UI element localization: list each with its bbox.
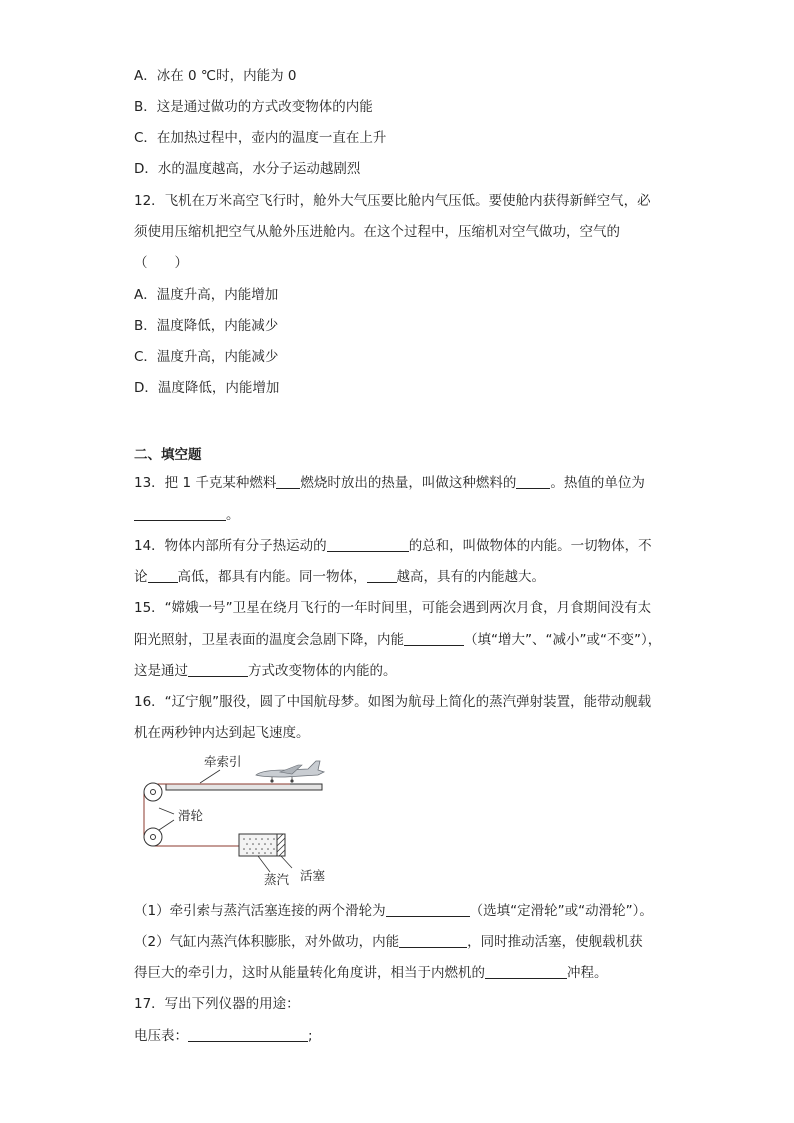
label-tow-rope: 牵索引 xyxy=(204,754,242,769)
q16-sub1-blank[interactable] xyxy=(386,902,470,917)
q14-text-4: 高低，都具有内能。同一物体， xyxy=(177,569,367,585)
pulley-bottom-axle xyxy=(151,835,156,840)
q13-text-3: 。热值的单位为 xyxy=(550,475,645,491)
q12-stem-line1: 12．飞机在万米高空飞行时，舱外大气压要比舱内气压低。要使舱内获得新鲜空气，必 xyxy=(134,193,651,209)
q16-sub2-text-1: （2）气缸内蒸汽体积膨胀，对外做功，内能 xyxy=(134,934,400,950)
q15-line3 xyxy=(134,662,397,679)
leader-rope xyxy=(200,770,220,783)
q12-option-c: C．温度升高，内能减少 xyxy=(134,349,279,365)
q17-text-2: ; xyxy=(308,1028,313,1044)
q16-line2: 机在两秒钟内达到起飞速度。 xyxy=(134,725,310,741)
q14-line1 xyxy=(134,537,652,554)
q16-sub1 xyxy=(134,902,653,919)
q11-option-d: D．水的温度越高，水分子运动越剧烈 xyxy=(134,161,361,177)
q15-blank-1[interactable] xyxy=(404,631,464,646)
q16-sub2-blank-1[interactable] xyxy=(399,933,467,948)
q17-text-1: 电压表： xyxy=(134,1028,188,1044)
q13-line2 xyxy=(134,506,240,523)
q13-blank-3[interactable] xyxy=(134,506,226,521)
q14-blank-3[interactable] xyxy=(367,568,397,583)
q16-sub2-text-2: ，同时推动活塞，使舰载机获 xyxy=(467,934,643,950)
steam-catapult-diagram xyxy=(140,748,340,888)
q14-text-5: 越高，具有的内能越大。 xyxy=(396,569,545,585)
q12-answer-bracket: （ ） xyxy=(134,255,188,271)
q11-option-c: C．在加热过程中，壶内的温度一直在上升 xyxy=(134,130,387,146)
q17-stem: 17．写出下列仪器的用途： xyxy=(134,996,300,1012)
q13-text-1: 13．把 1 千克某种燃料 xyxy=(134,475,277,491)
q13-line1 xyxy=(134,474,645,491)
q14-text-1: 14．物体内部所有分子热运动的 xyxy=(134,538,327,554)
pulley-top-axle xyxy=(151,790,156,795)
q16-sub2-text-3: 得巨大的牵引力，这时从能量转化角度讲，相当于内燃机的 xyxy=(134,965,485,981)
section-heading-fill-in: 二、填空题 xyxy=(134,447,202,463)
q14-text-3: 论 xyxy=(134,569,148,585)
q15-line1: 15．“嫦娥一号”卫星在绕月飞行的一年时间里，可能会遇到两次月食，月食期间没有太 xyxy=(134,600,652,616)
q16-line1: 16．“辽宁舰”服役，圆了中国航母梦。如图为航母上简化的蒸汽弹射装置，能带动舰载 xyxy=(134,694,652,710)
label-piston: 活塞 xyxy=(300,868,326,883)
q15-text-3: 这是通过 xyxy=(134,663,188,679)
q14-blank-2[interactable] xyxy=(148,568,178,583)
q17-blank-voltmeter[interactable] xyxy=(188,1027,308,1042)
q16-sub2-line1 xyxy=(134,933,643,950)
leader-pulley-bottom xyxy=(159,820,174,830)
q12-stem-line2: 须使用压缩机把空气从舱外压进舱内。在这个过程中，压缩机对空气做功，空气的 xyxy=(134,224,620,240)
q12-option-d: D．温度降低，内能增加 xyxy=(134,380,280,396)
q16-sub1-text-1: （1）牵引索与蒸汽活塞连接的两个滑轮为 xyxy=(134,903,386,919)
q12-option-a: A．温度升高，内能增加 xyxy=(134,287,279,303)
q13-blank-2[interactable] xyxy=(516,474,550,489)
leader-piston xyxy=(281,856,292,868)
q15-line2 xyxy=(134,631,661,648)
q16-sub1-text-2: （选填“定滑轮”或“动滑轮”）。 xyxy=(469,903,653,919)
q17-voltmeter-line xyxy=(134,1027,313,1044)
q12-option-b: B．温度降低，内能减少 xyxy=(134,318,279,334)
label-pulley: 滑轮 xyxy=(178,808,204,823)
q11-option-b: B．这是通过做功的方式改变物体的内能 xyxy=(134,99,373,115)
deck-surface xyxy=(166,784,322,790)
q16-sub2-blank-2[interactable] xyxy=(485,964,567,979)
steam-catapult-figure xyxy=(140,748,340,888)
label-steam: 蒸汽 xyxy=(264,872,290,887)
q15-blank-2[interactable] xyxy=(188,662,248,677)
leader-pulley-top xyxy=(159,808,174,814)
q15-text-4: 方式改变物体的内能的。 xyxy=(248,663,397,679)
q13-text-4: 。 xyxy=(226,507,240,523)
q16-sub2-line2 xyxy=(134,964,608,981)
leader-steam xyxy=(258,856,270,872)
q14-blank-1[interactable] xyxy=(327,537,409,552)
q14-line2 xyxy=(134,568,545,585)
q13-blank-1[interactable] xyxy=(276,474,300,489)
q15-text-2: （填“增大”、“减小”或“不变”）， xyxy=(464,632,662,648)
q14-text-2: 的总和，叫做物体的内能。一切物体，不 xyxy=(408,538,652,554)
aircraft-icon xyxy=(256,761,324,783)
q13-text-2: 燃烧时放出的热量，叫做这种燃料的 xyxy=(300,475,517,491)
q15-text-1: 阳光照射，卫星表面的温度会急剧下降，内能 xyxy=(134,632,404,648)
q11-option-a: A．冰在 0 ℃时，内能为 0 xyxy=(134,68,297,84)
q16-sub2-text-4: 冲程。 xyxy=(567,965,608,981)
